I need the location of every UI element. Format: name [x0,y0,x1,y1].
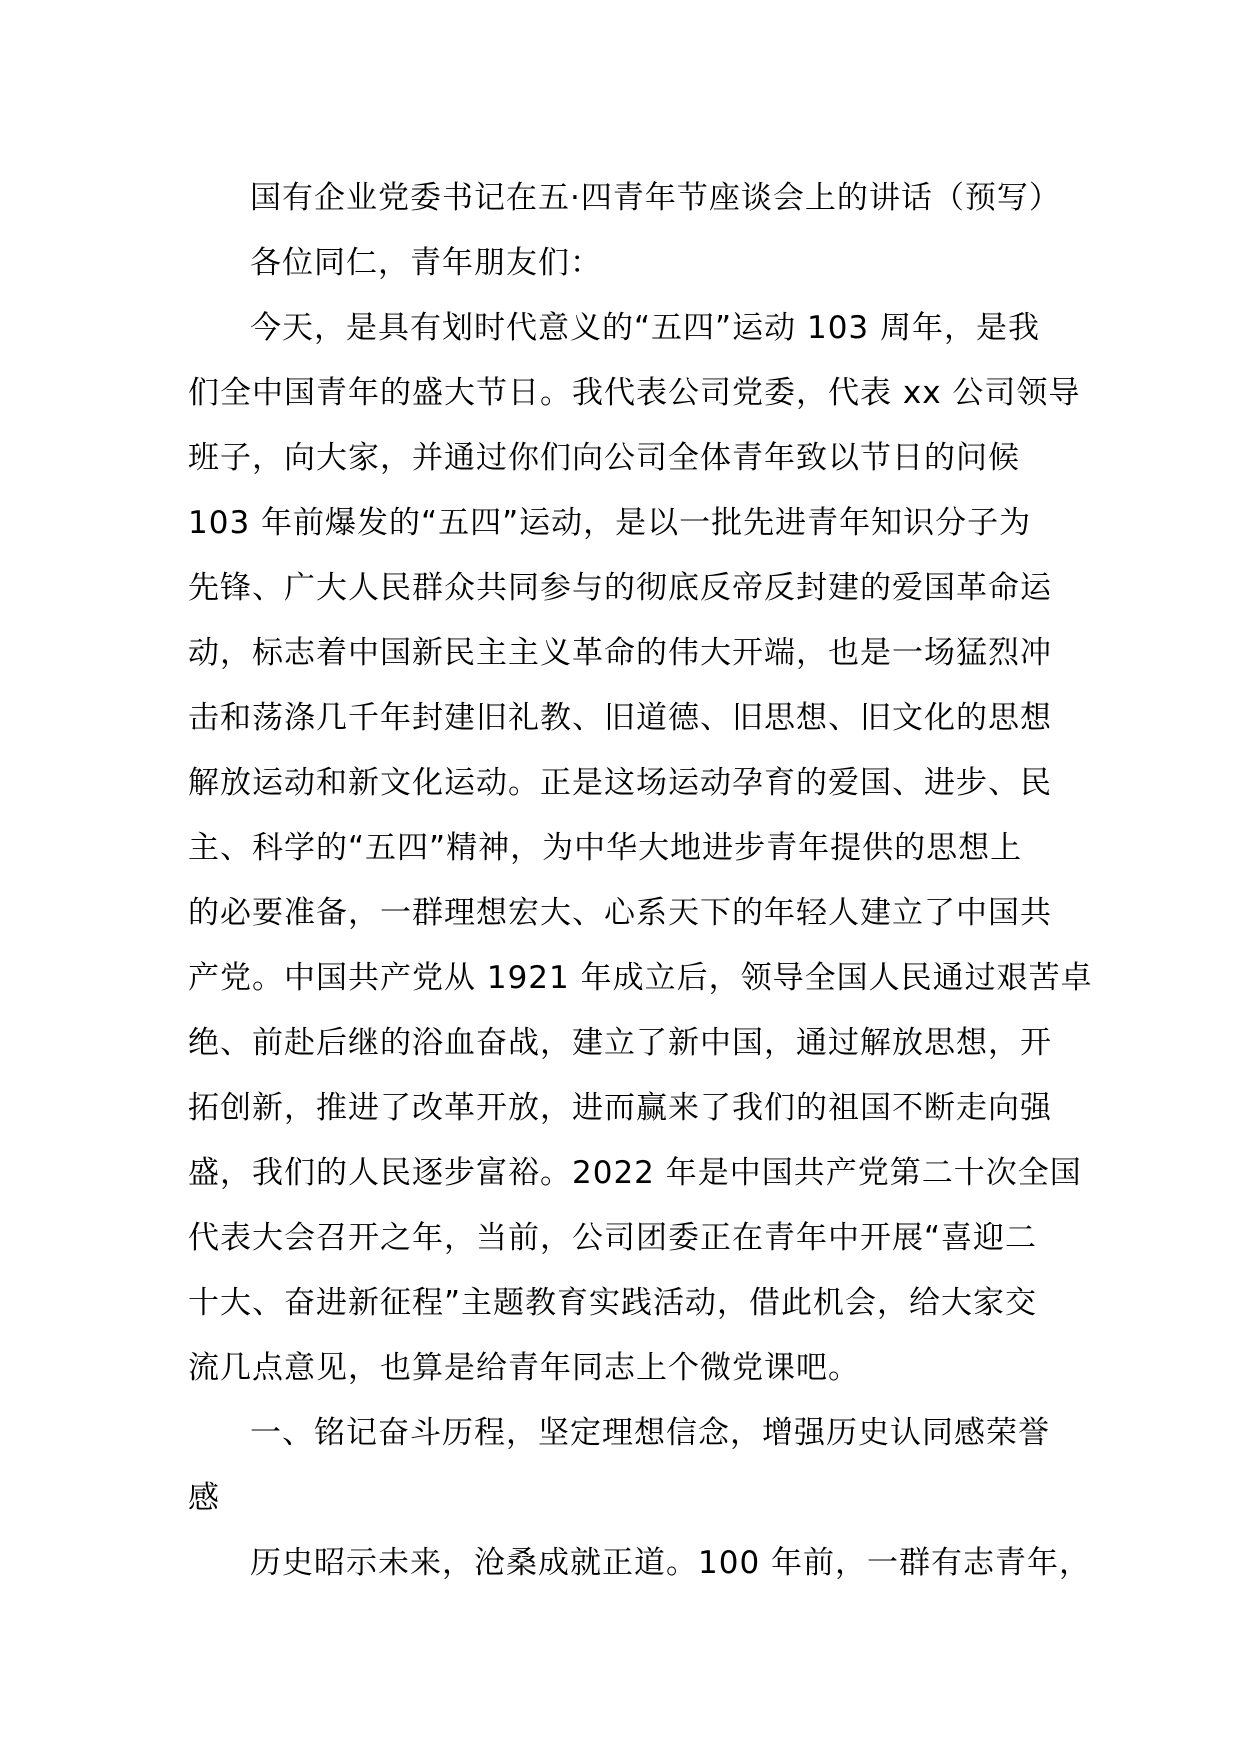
section-heading: 一、铭记奋斗历程，坚定理想信念，增强历史认同感荣誉 [250,1415,1050,1451]
paragraph-line: 主、科学的“五四”精神，为中华大地进步青年提供的思想上 [188,830,1023,866]
paragraph-line: 先锋、广大人民群众共同参与的彻底反帝反封建的爱国革命运 [188,570,1052,606]
paragraph-line: 解放运动和新文化运动。正是这场运动孕育的爱国、进步、民 [188,765,1052,801]
paragraph-line: 流几点意见，也算是给青年同志上个微党课吧。 [188,1350,860,1386]
document-body [188,166,1093,1596]
paragraph-line: 动，标志着中国新民主主义革命的伟大开端，也是一场猛烈冲 [188,635,1052,671]
paragraph-line: 拓创新，推进了改革开放，进而赢来了我们的祖国不断走向强 [188,1090,1052,1126]
paragraph-line: 十大、奋进新征程”主题教育实践活动，借此机会，给大家交 [188,1285,1038,1321]
paragraph-line: 击和荡涤几千年封建旧礼教、旧道德、旧思想、旧文化的思想 [188,700,1052,736]
paragraph-line: 们全中国青年的盛大节日。我代表公司党委，代表 xx 公司领导 [188,375,1081,411]
paragraph-line: 绝、前赴后继的浴血奋战，建立了新中国，通过解放思想，开 [188,1025,1052,1061]
paragraph-line: 历史昭示未来，沧桑成就正道。100 年前，一群有志青年， [250,1545,1092,1581]
paragraph-line: 103 年前爆发的“五四”运动，是以一批先进青年知识分子为 [188,505,1032,541]
paragraph-line: 盛，我们的人民逐步富裕。2022 年是中国共产党第二十次全国 [188,1155,1082,1191]
paragraph-line: 代表大会召开之年，当前，公司团委正在青年中开展“喜迎二 [188,1220,1038,1256]
paragraph-line: 今天，是具有划时代意义的“五四”运动 103 周年，是我 [250,310,1040,346]
paragraph-line: 班子，向大家，并通过你们向公司全体青年致以节日的问候 [188,440,1020,476]
section-heading-continuation: 感 [188,1480,220,1516]
paragraph-line: 的必要准备，一群理想宏大、心系天下的年轻人建立了中国共 [188,895,1052,931]
paragraph-line: 产党。中国共产党从 1921 年成立后，领导全国人民通过艰苦卓 [188,960,1093,996]
speech-title: 国有企业党委书记在五·四青年节座谈会上的讲话（预写） [250,180,1061,216]
salutation: 各位同仁，青年朋友们： [250,245,602,281]
